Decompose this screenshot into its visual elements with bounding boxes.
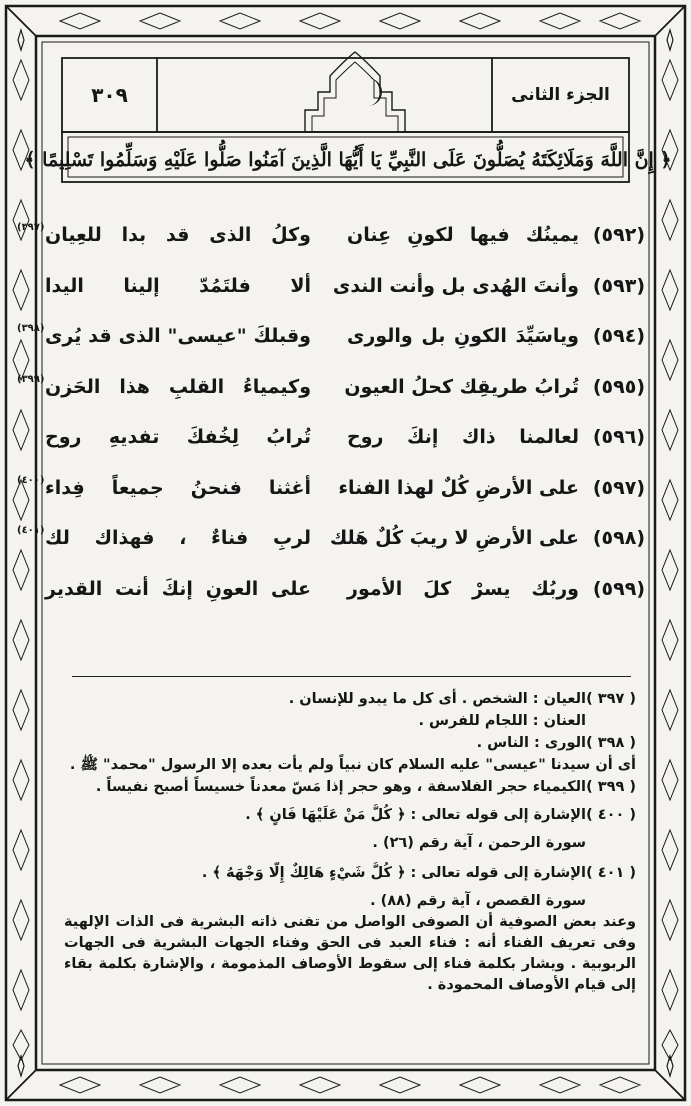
first-hemistich: وربُك يسرْ كلَ الأمور <box>347 577 579 600</box>
second-hemistich: على العونِ إنكَ أنت القدير <box>45 577 311 600</box>
verse-row <box>17 210 645 261</box>
verse-row <box>17 311 645 362</box>
second-hemistich: ألا فلتَمُدّ إلينا اليدا <box>45 274 311 297</box>
footnote-ref: (٣٩٩) <box>17 373 45 385</box>
footnote-397 <box>64 688 636 710</box>
first-hemistich: لعالمنا ذاك إنكَ روح <box>347 426 579 449</box>
footnote-text: أى أن سيدنا "عيسى" عليه السلام كان نبياً ولم يأت بعده إلا الرسول "محمد" ﷺ . <box>69 757 636 773</box>
verse-row <box>45 261 645 312</box>
second-hemistich: تُرابُ لِخُفكَ تفديهِ روح <box>45 426 311 449</box>
footnote-number: ( ٤٠١ ) <box>586 865 636 881</box>
footnote-number: ( ٤٠٠ ) <box>586 807 636 823</box>
footnote-401-line2 <box>64 890 636 912</box>
second-hemistich: وقبلكَ "عيسى" الذى قد يُرى (٣٩٨) <box>17 323 311 348</box>
footnote-text: العنان : اللجام للفرس . <box>418 713 586 729</box>
footnote-number: ( ٣٩٩ ) <box>586 779 636 795</box>
second-hemistich: لربِ فناءٌ ، فهذاك لك (٤٠١) <box>17 525 311 550</box>
page-number: ٣٠٩ <box>91 83 128 107</box>
first-hemistich: على الأرضِ لا ريبَ كُلٌ هَلك <box>329 527 579 550</box>
footnote-398 <box>64 732 636 754</box>
footnote-text: سورة الرحمن ، آية رقم (٢٦) . <box>372 835 586 851</box>
verse-row <box>45 412 645 463</box>
verse-number: (٥٩٢) <box>592 224 645 247</box>
footnote-ref: (٤٠٠) <box>17 474 45 486</box>
footnote-398-line2 <box>64 754 636 776</box>
footnote-ref: (٣٩٧) <box>17 222 45 234</box>
footnote-text: العيان : الشخص . أى كل ما يبدو للإنسان . <box>288 691 586 707</box>
verse-number: (٥٩٩) <box>592 577 645 600</box>
page-header <box>62 58 629 132</box>
footnote-401 <box>64 862 636 884</box>
footnotes <box>64 688 636 996</box>
part-title: الجزء الثانى <box>511 85 610 105</box>
footnote-ref: (٤٠١) <box>17 525 45 537</box>
second-hemistich: وكلُ الذى قد بدا للعِيان (٣٩٧) <box>17 222 311 247</box>
first-hemistich: على الأرضِ كُلٌ لهذا الفناء <box>338 476 579 499</box>
footnote-401-paragraph <box>64 912 636 996</box>
verse-row <box>17 362 645 413</box>
verse-number: (٥٩٣) <box>592 274 645 297</box>
second-hemistich: وكيمياءُ القلبِ هذا الحَزن (٣٩٩) <box>17 373 311 398</box>
quran-verse-banner: ﴿ إِنَّ اللَّهَ وَمَلَائِكَتَهُ يُصَلُّونَ عَلَى النَّبِيِّ يَا أَيُّهَا الَّذِينَ آمَنُوا صَلُّوا عَلَيْهِ وَسَلِّمُوا تَسْلِيمًا ﴾ <box>24 149 672 171</box>
footnote-text: الكيمياء حجر الفلاسفة ، وهو حجر إذا مَسّ معدناً خسيساً أصبح نفيساً . <box>95 779 586 795</box>
footnote-400 <box>64 804 636 826</box>
verse-number: (٥٩٧) <box>592 476 645 499</box>
verse-row <box>45 564 645 615</box>
footnote-397-line2 <box>64 710 636 732</box>
footnote-text: سورة القصص ، آية رقم (٨٨) . <box>370 893 586 909</box>
first-hemistich: يمينُك فيها لكونِ عِنان <box>347 224 579 247</box>
footnote-text: وعند بعض الصوفية أن الصوفى الواصل من تفنى ذاته البشرية فى الذات الإلهية وفى تعريف الفناء أنه : فناء العبد فى الحق وفناء الجهات البشرية فى الجهات الربوبية . ويشار بكلمة فناء إلى سقوط الأوصاف المذمومة ، والإشارة بكلمة بقاء إلى قيام الأوصاف المحمودة . <box>64 914 636 993</box>
first-hemistich: وأنتَ الهُدى بل وأنت الندى <box>332 274 579 297</box>
footnote-399 <box>64 776 636 798</box>
verse-number: (٥٩٥) <box>592 375 645 398</box>
verse-row <box>17 463 645 514</box>
footnote-divider <box>72 676 631 677</box>
verse-number: (٥٩٦) <box>592 426 645 449</box>
verse-row <box>17 513 645 564</box>
footnote-400-line2 <box>64 832 636 854</box>
footnote-text: الإشارة إلى قوله تعالى : ﴿ كُلُّ مَنْ عَلَيْهَا فَانٍ ﴾ . <box>245 807 586 823</box>
first-hemistich: تُرابُ طريقِك كحلُ العيون <box>344 375 579 398</box>
footnote-ref: (٣٩٨) <box>17 323 45 335</box>
footnote-text: الورى : الناس . <box>476 735 586 751</box>
verse-number: (٥٩٨) <box>592 527 645 550</box>
footnote-number: ( ٣٩٧ ) <box>586 691 636 707</box>
poem <box>17 210 645 614</box>
first-hemistich: وياسَيِّدَ الكونِ بل والورى <box>347 325 579 348</box>
verse-number: (٥٩٤) <box>592 325 645 348</box>
second-hemistich: أغثنا فنحنُ جميعاً فِداء (٤٠٠) <box>17 474 311 499</box>
footnote-number: ( ٣٩٨ ) <box>586 735 636 751</box>
footnote-text: الإشارة إلى قوله تعالى : ﴿ كُلُّ شَيْءٍ هَالِكٌ إِلَّا وَجْهَهُ ﴾ . <box>201 865 586 881</box>
